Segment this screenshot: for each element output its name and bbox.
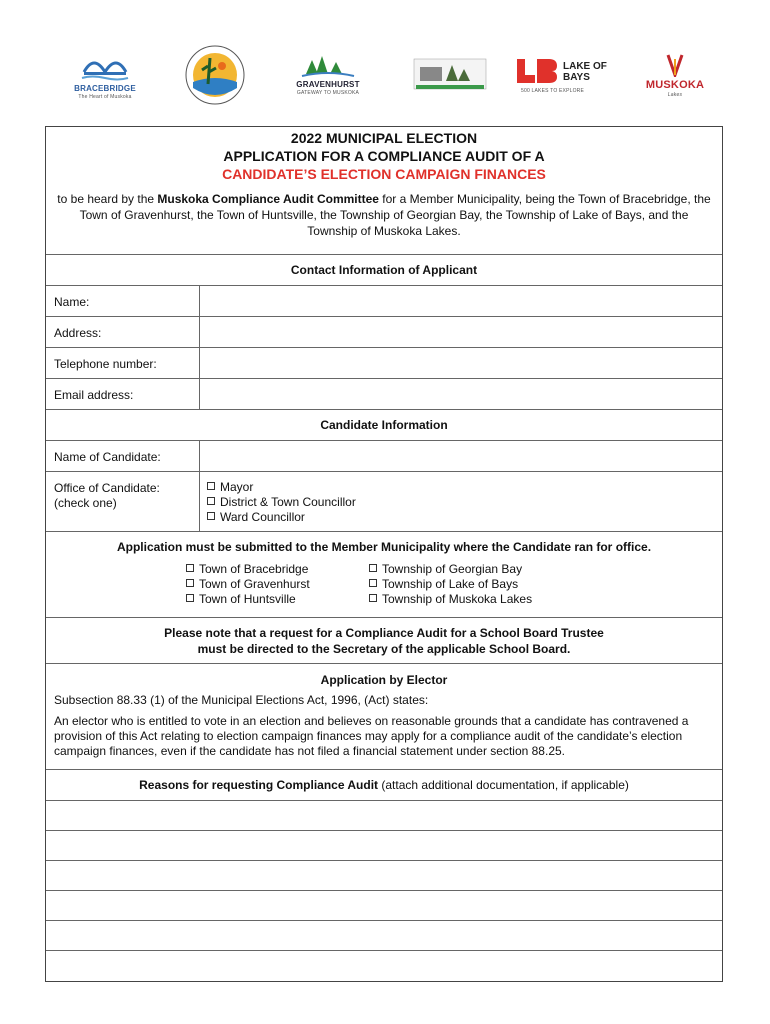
bracebridge-tagline: The Heart of Muskoka [78,94,132,100]
act-quote: An elector who is entitled to vote in an election and believes on reasonable grounds that a candidate has contravened a provision of this Act relating to election campaign finances may apply for a compliance audit of the candidate’s election campaign finances, even if the candidate has not filed a financial statement under section 88.25. [54,714,689,758]
reason-line[interactable] [46,861,722,891]
office-label: Office of Candidate: (check one) [54,481,160,510]
lb-monogram-icon [515,57,559,87]
applicant-phone-field[interactable] [199,348,722,378]
municipality-row [46,532,722,618]
pine-trees-icon [300,54,356,78]
bracebridge-logo [60,40,150,110]
candidate-name-label: Name of Candidate: [54,450,161,464]
checkbox-icon[interactable] [207,482,215,490]
office-option-ward-councillor[interactable]: Ward Councillor [207,510,722,525]
gravenhurst-tagline: GATEWAY TO MUSKOKA [296,90,360,96]
reason-line[interactable] [46,951,722,981]
checkbox-icon[interactable] [369,564,377,572]
checkbox-icon[interactable] [207,512,215,520]
candidate-heading: Candidate Information [46,410,722,441]
paddles-icon [660,53,690,77]
committee-name: Muskoka Compliance Audit Committee [157,192,379,206]
municipality-option-huntsville[interactable]: Town of Huntsville [186,592,310,607]
office-option-mayor[interactable]: Mayor [207,480,722,495]
title-line-3: CANDIDATE’S ELECTION CAMPAIGN FINANCES [222,166,546,182]
reasons-heading: Reasons for requesting Compliance Audit (attach additional documentation, if applicable) [46,770,722,801]
municipality-option-lake-of-bays[interactable]: Township of Lake of Bays [369,577,532,592]
applicant-address-field[interactable] [199,317,722,347]
checkbox-icon[interactable] [207,497,215,505]
checkbox-icon[interactable] [186,564,194,572]
office-options [199,472,722,531]
candidate-name-field[interactable] [199,441,722,471]
checkbox-icon[interactable] [186,594,194,602]
applicant-name-field[interactable] [199,286,722,316]
contact-heading: Contact Information of Applicant [46,255,722,286]
bracebridge-name: BRACEBRIDGE [74,84,136,93]
title-line-1: 2022 MUNICIPAL ELECTION [290,130,478,146]
bridge-icon [80,50,130,82]
lake-of-bays-logo [515,40,625,110]
municipality-option-georgian-bay[interactable]: Township of Georgian Bay [369,562,532,577]
applicant-phone-row [46,348,722,379]
title-line-2: APPLICATION FOR A COMPLIANCE AUDIT OF A [223,148,545,164]
checkbox-icon[interactable] [369,579,377,587]
school-board-note [46,618,722,664]
applicant-email-field[interactable] [199,379,722,409]
muskoka-lakes-logo [635,40,715,110]
logo-strip [60,40,720,110]
note-line-2: must be directed to the Secretary of the applicable School Board. [197,642,571,656]
gravenhurst-logo [288,40,368,110]
reason-line[interactable] [46,891,722,921]
georgian-bay-seal [180,40,250,110]
municipality-option-gravenhurst[interactable]: Town of Gravenhurst [186,577,310,592]
municipality-option-bracebridge[interactable]: Town of Bracebridge [186,562,310,577]
note-line-1: Please note that a request for a Compliance Audit for a School Board Trustee [164,626,604,640]
elector-section [46,664,722,770]
candidate-name-row [46,441,722,472]
municipality-left-column [186,562,310,607]
reason-line[interactable] [46,801,722,831]
applicant-phone-label: Telephone number: [54,357,157,371]
municipality-heading: Application must be submitted to the Member Municipality where the Candidate ran for office. [116,540,652,554]
applicant-name-row [46,286,722,317]
office-option-district-councillor[interactable]: District & Town Councillor [207,495,722,510]
checkbox-icon[interactable] [186,579,194,587]
intro-paragraph: to be heard by the Muskoka Compliance Audit Committee for a Member Municipality, being the Town of Bracebridge, the Town of Gravenhurst, the Town of Huntsville, the Township of Georgian Bay, the Township of Lake of Bays, and the Township of Muskoka Lakes. [57,192,711,238]
huntsville-logo [408,40,492,110]
lake-of-bays-tagline: 500 LAKES TO EXPLORE [521,87,585,94]
applicant-address-row [46,317,722,348]
municipality-right-column [369,562,532,607]
subsection-text: Subsection 88.33 (1) of the Municipal Elections Act, 1996, (Act) states: [54,693,429,707]
application-form [45,126,723,982]
muskoka-tagline: Lakes [667,91,683,98]
reason-line[interactable] [46,921,722,951]
applicant-address-label: Address: [54,326,102,340]
applicant-name-label: Name: [54,295,90,309]
elector-heading: Application by Elector [320,673,448,687]
lake-of-bays-name: LAKE OF BAYS [563,60,607,83]
muskoka-name: MUSKOKA [645,78,705,91]
candidate-office-row [46,472,722,532]
applicant-email-row [46,379,722,410]
reason-line[interactable] [46,831,722,861]
checkbox-icon[interactable] [369,594,377,602]
municipality-option-muskoka-lakes[interactable]: Township of Muskoka Lakes [369,592,532,607]
gravenhurst-name: GRAVENHURST [296,80,360,89]
applicant-email-label: Email address: [54,388,134,402]
form-title-block [46,127,722,255]
